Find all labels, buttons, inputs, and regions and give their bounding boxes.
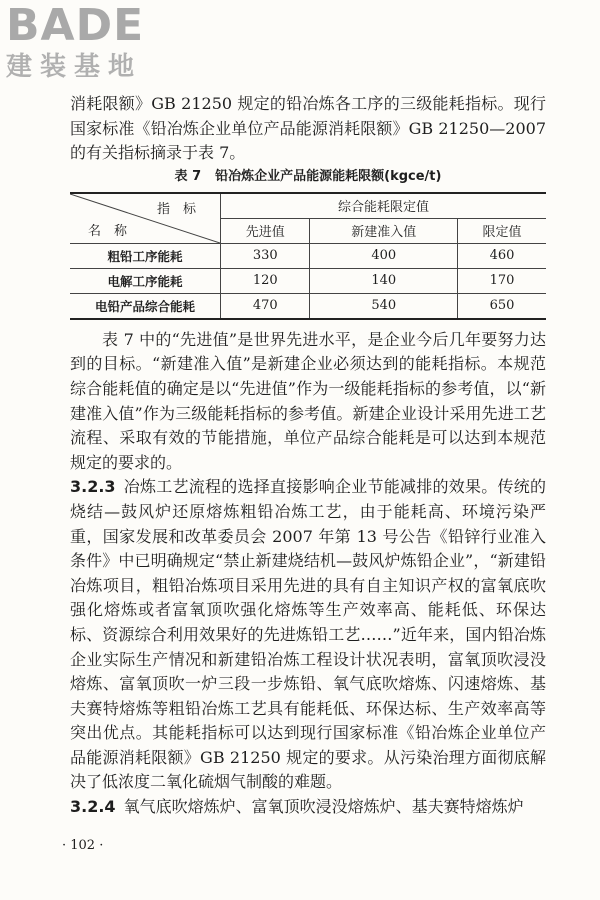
table-caption-number: 表 7 — [174, 168, 202, 184]
column-header: 限定值 — [458, 218, 546, 243]
table-cell: 470 — [221, 293, 310, 319]
table-cell: 120 — [221, 268, 310, 293]
header-name: 名 称 — [88, 223, 128, 239]
section-number: 3.2.4 — [70, 797, 116, 817]
header-group: 综合能耗限定值 — [221, 193, 547, 219]
column-header: 新建准入值 — [310, 218, 458, 243]
diagonal-header-cell — [70, 193, 221, 244]
table-cell: 650 — [458, 293, 546, 319]
header-indicator: 指 标 — [156, 201, 196, 217]
energy-consumption-table — [70, 192, 546, 320]
table-caption-title: 铅冶炼企业产品能源能耗限额(kgce/t) — [215, 168, 442, 184]
row-label: 粗铅工序能耗 — [70, 243, 221, 268]
table-explanation-paragraph: 表 7 中的“先进值”是世界先进水平，是企业今后几年要努力达到的目标。“新建准入值”是新建企业必须达到的能耗指标。本规范综合能耗值的确定是以“先进值”作为一级能耗指标的参考值，以“新建准入值”作为三级能耗指标的参考值。新建企业设计采用先进工艺流程、采取有效的节能措施，单位产品综合能耗是可以达到本规范规定的要求的。 — [70, 329, 546, 472]
logo-text-en: BADE — [6, 0, 145, 51]
table-caption — [70, 168, 546, 186]
section-3-2-3 — [70, 475, 546, 795]
table-cell: 540 — [310, 293, 458, 319]
logo-text-cn: 建装基地 — [6, 52, 143, 82]
row-label: 电铅产品综合能耗 — [70, 293, 221, 319]
logo — [6, 0, 186, 82]
section-3-2-4 — [70, 795, 546, 820]
table-row — [70, 293, 546, 319]
intro-paragraph: 消耗限额》GB 21250 规定的铅冶炼各工序的三级能耗指标。现行国家标准《铅冶炼企业单位产品能源消耗限额》GB 21250—2007 的有关指标摘录于表 7。 — [70, 94, 546, 163]
table-cell: 400 — [310, 243, 458, 268]
page-number: · 102 · — [62, 838, 104, 853]
table-cell: 460 — [458, 243, 546, 268]
table-row — [70, 243, 546, 268]
table-row — [70, 268, 546, 293]
page-content — [70, 92, 546, 820]
section-text: 冶炼工艺流程的选择直接影响企业节能减排的效果。传统的烧结—鼓风炉还原熔炼粗铅冶炼工艺，由于能耗高、环境污染严重，国家发展和改革委员会 2007 年第 13 号公告《铅锌行业准入条件》中已明确规定“禁止新建烧结机—鼓风炉炼铅企业”，“新建铅冶炼项目，粗铅冶炼项目采用先进的具有自主知识产权的富氧底吹强化熔炼或者富氧顶吹强化熔炼等生产效率高、能耗低、环保达标、资源综合利用效果好的先进炼铅工艺……”近年来，国内铅冶炼企业实际生产情况和新建铅冶炼工程设计状况表明，富氧顶吹浸没熔炼、富氧顶吹一炉三段一步炼铅、氧气底吹熔炼、闪速熔炼、基夫赛特熔炼等粗铅冶炼工艺具有能耗低、环保达标、生产效率高等突出优点。其能耗指标可以达到现行国家标准《铅冶炼企业单位产品能源消耗限额》GB 21250 规定的要求。从污染治理方面彻底解决了低浓度二氧化硫烟气制酸的难题。 — [70, 477, 546, 792]
table-cell: 170 — [458, 268, 546, 293]
section-text: 氧气底吹熔炼炉、富氧顶吹浸没熔炼炉、基夫赛特熔炼炉 — [123, 797, 524, 817]
table-cell: 140 — [310, 268, 458, 293]
section-number: 3.2.3 — [70, 477, 116, 497]
column-header: 先进值 — [221, 218, 310, 243]
row-label: 电解工序能耗 — [70, 268, 221, 293]
table-cell: 330 — [221, 243, 310, 268]
